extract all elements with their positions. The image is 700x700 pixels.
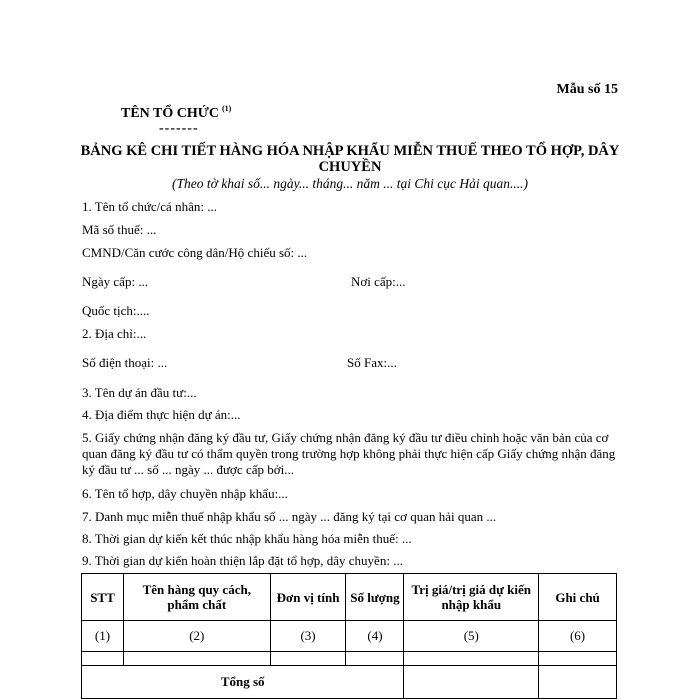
document-subtitle: (Theo tờ khai số... ngày... tháng... năm ... tại Chi cục Hải quan....) (172, 176, 528, 191)
field-import-end: 8. Thời gian dự kiến kết thúc nhập khẩu hàng hóa miễn thuế: ... (82, 531, 412, 546)
col-number-2: (2) (123, 621, 270, 652)
table-row-total (82, 666, 617, 699)
organization-note: (1) (222, 104, 232, 113)
col-number-3: (3) (270, 621, 346, 652)
field-certificate: 5. Giấy chứng nhận đăng ký đầu tư, Giấy chứng nhận đăng ký đầu tư điều chỉnh hoặc văn bản của cơ quan đăng ký đầu tư có thẩm quyền trong trường hợp không phải thực hiện cấp Giấy chứng nhận đăng ký đầu tư ... số ... ngày ... được cấp bởi... (82, 430, 616, 477)
field-phone: Số điện thoại: ... (82, 355, 168, 370)
table-row-empty (82, 652, 617, 666)
col-number-1: (1) (82, 621, 124, 652)
col-number-6: (6) (539, 621, 617, 652)
form-number: Mẫu số 15 (556, 82, 618, 97)
organization-separator: ------- (159, 121, 199, 136)
field-line-name: 6. Tên tổ hợp, dây chuyền nhập khẩu:... (82, 486, 288, 501)
total-label: Tổng số (82, 666, 404, 699)
goods-detail-table (81, 573, 617, 699)
field-issue-place: Nơi cấp:... (351, 274, 406, 289)
table-cell (404, 652, 539, 666)
col-number-4: (4) (346, 621, 404, 652)
col-header-unit: Đơn vị tính (270, 574, 346, 621)
field-issue-date: Ngày cấp: ... (82, 274, 149, 289)
col-header-goods-name: Tên hàng quy cách, phẩm chất (123, 574, 270, 621)
table-cell (82, 652, 124, 666)
col-header-value: Trị giá/trị giá dự kiến nhập khẩu (404, 574, 539, 621)
field-org-name: 1. Tên tổ chức/cá nhân: ... (82, 199, 217, 214)
organization-label: TÊN TỔ CHỨC (121, 106, 220, 121)
col-header-notes: Ghi chú (539, 574, 617, 621)
organization-name (121, 104, 231, 122)
table-cell (539, 652, 617, 666)
field-tax-code: Mã số thuế: ... (82, 222, 157, 237)
col-number-5: (5) (404, 621, 539, 652)
total-notes-cell (539, 666, 617, 699)
field-install-end: 9. Thời gian dự kiến hoàn thiện lắp đặt tổ hợp, dây chuyền: ... (82, 553, 403, 568)
field-id-number: CMND/Căn cước công dân/Hộ chiếu số: ... (82, 245, 308, 260)
field-fax: Số Fax:... (347, 355, 397, 370)
table-row-column-numbers (82, 621, 617, 652)
field-address: 2. Địa chỉ:... (82, 326, 147, 341)
col-header-quantity: Số lượng (346, 574, 404, 621)
field-project-location: 4. Địa điểm thực hiện dự án:... (82, 407, 241, 422)
table-cell (270, 652, 346, 666)
field-project-name: 3. Tên dự án đầu tư:... (82, 385, 197, 400)
document-title: BẢNG KÊ CHI TIẾT HÀNG HÓA NHẬP KHẨU MIỄN THUẾ THEO TỔ HỢP, DÂY CHUYỀN (80, 143, 620, 175)
field-nationality: Quốc tịch:.... (82, 303, 150, 318)
table-cell (346, 652, 404, 666)
total-value-cell (404, 666, 539, 699)
table-cell (123, 652, 270, 666)
table-header-row (82, 574, 617, 621)
field-exempt-list: 7. Danh mục miễn thuế nhập khẩu số ... ngày ... đăng ký tại cơ quan hải quan ... (82, 509, 497, 524)
col-header-stt: STT (82, 574, 124, 621)
